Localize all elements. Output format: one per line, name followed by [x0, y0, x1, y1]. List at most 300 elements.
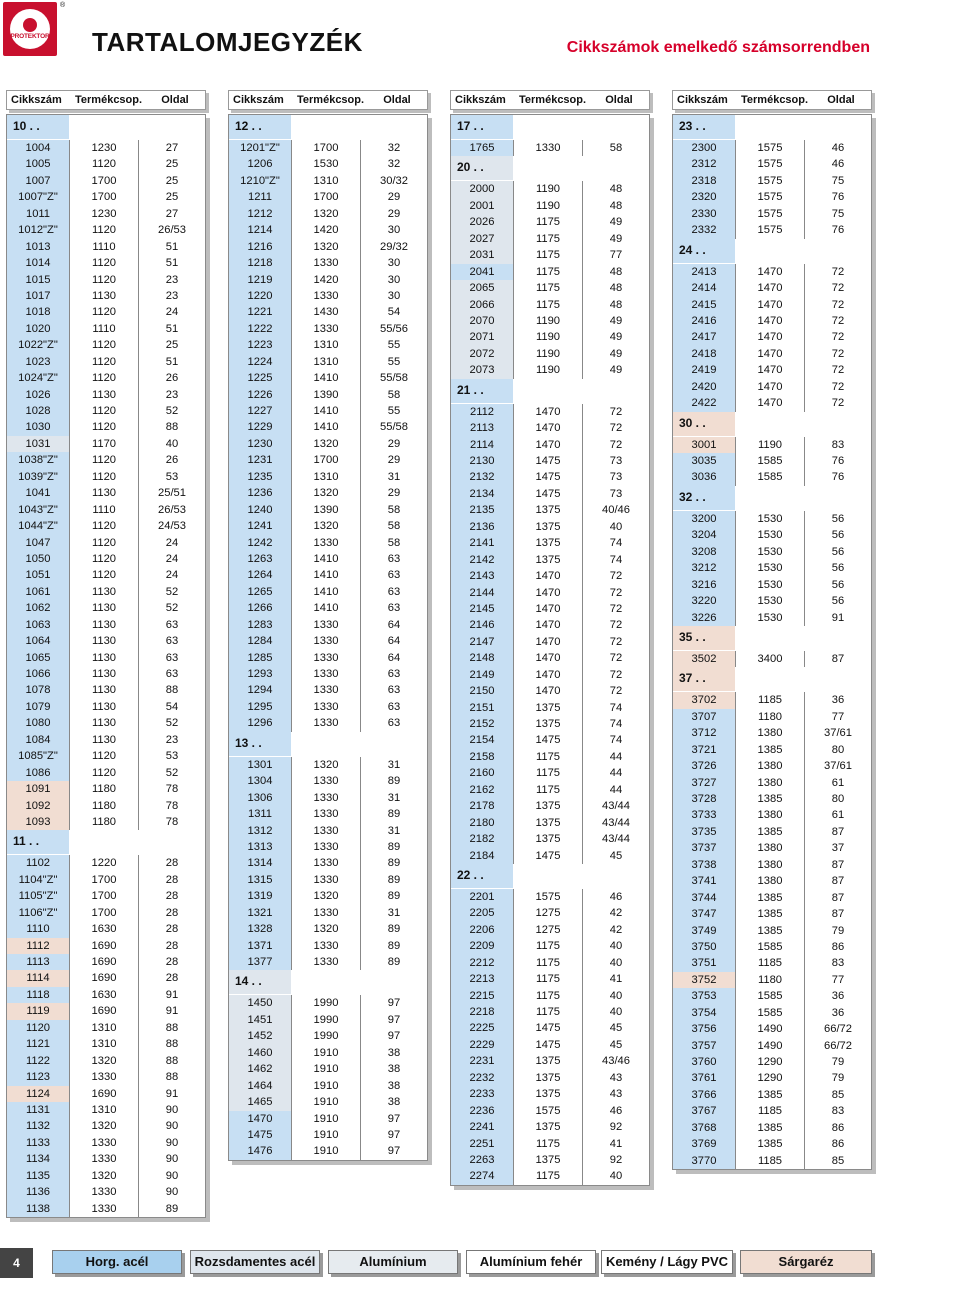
table-row [673, 222, 871, 238]
table-row [229, 699, 427, 715]
table-row [451, 214, 649, 230]
product-group: 1470 [514, 404, 583, 420]
legend-item: Alumínium [328, 1250, 458, 1274]
table-row [7, 682, 205, 698]
item-code: 2148 [451, 650, 514, 666]
item-code: 1118 [7, 987, 70, 1003]
item-code: 1119 [7, 1003, 70, 1019]
item-code: 1296 [229, 715, 292, 731]
product-group: 1120 [70, 748, 139, 764]
group-heading [7, 115, 205, 140]
page-ref: 43 [609, 1088, 623, 1101]
page-ref: 40 [609, 520, 623, 533]
header-c1: Cikkszám [677, 94, 728, 106]
item-code: 1044"Z" [7, 518, 70, 534]
table-row [673, 140, 871, 156]
product-group: 1330 [292, 699, 361, 715]
table-row [7, 502, 205, 518]
table-row [7, 650, 205, 666]
product-group: 1700 [70, 888, 139, 904]
product-group: 1330 [292, 790, 361, 806]
product-group: 1330 [292, 682, 361, 698]
page-ref: 63 [387, 552, 401, 565]
page-ref: 63 [387, 684, 401, 697]
product-group: 1385 [736, 742, 805, 758]
product-group: 1320 [292, 485, 361, 501]
table-row [451, 700, 649, 716]
product-group: 1470 [514, 683, 583, 699]
table-row [451, 329, 649, 345]
page-ref: 89 [387, 808, 401, 821]
item-code: 2422 [673, 395, 736, 411]
page-ref: 58 [609, 142, 623, 154]
item-code: 3747 [673, 906, 736, 922]
table-row [451, 1086, 649, 1102]
table-row [7, 535, 205, 551]
table-row [451, 362, 649, 378]
item-code: 1231 [229, 452, 292, 468]
item-code: 1294 [229, 682, 292, 698]
page-ref: 44 [609, 767, 623, 780]
page-ref: 83 [831, 957, 845, 970]
table-row [229, 222, 427, 238]
product-group: 1120 [70, 337, 139, 353]
item-code: 2144 [451, 585, 514, 601]
group-heading [229, 115, 427, 140]
item-code: 2158 [451, 749, 514, 765]
item-code: 2419 [673, 362, 736, 378]
page-ref: 49 [609, 364, 623, 377]
page-ref: 74 [609, 701, 623, 714]
item-code: 3726 [673, 758, 736, 774]
product-group: 1380 [736, 758, 805, 774]
table-row [451, 905, 649, 921]
product-group: 1320 [292, 239, 361, 255]
product-group: 1470 [514, 617, 583, 633]
page-ref: 85 [831, 1154, 845, 1167]
item-code: 2178 [451, 798, 514, 814]
product-group: 1190 [514, 346, 583, 362]
product-group: 3400 [736, 651, 805, 667]
page-ref: 25 [165, 158, 179, 171]
page-ref: 87 [831, 858, 845, 871]
page-ref: 74 [609, 537, 623, 550]
product-group: 1175 [514, 765, 583, 781]
product-group: 1385 [736, 1120, 805, 1136]
page-ref: 56 [831, 595, 845, 608]
item-code: 1284 [229, 633, 292, 649]
table-row [673, 1136, 871, 1152]
item-code: 1024"Z" [7, 370, 70, 386]
table-row [673, 725, 871, 741]
page-ref: 64 [387, 618, 401, 631]
item-code: 1265 [229, 584, 292, 600]
table-row [451, 683, 649, 699]
table-row [7, 1135, 205, 1151]
product-group: 1530 [736, 593, 805, 609]
page-ref: 87 [831, 908, 845, 921]
item-code: 3502 [673, 651, 736, 667]
table-row [7, 206, 205, 222]
page-ref: 78 [165, 799, 179, 812]
table-row [229, 452, 427, 468]
page-ref: 89 [387, 840, 401, 853]
product-group: 1120 [70, 469, 139, 485]
item-code: 2251 [451, 1136, 514, 1152]
page-ref: 52 [165, 717, 179, 730]
group-label: 35 . . [673, 626, 735, 650]
product-group: 1475 [514, 848, 583, 864]
page-ref: 72 [609, 405, 623, 418]
item-code: 1263 [229, 551, 292, 567]
page-ref: 53 [165, 750, 179, 763]
table-row [673, 1087, 871, 1103]
page-ref: 92 [609, 1153, 623, 1166]
page-ref: 66/72 [824, 1039, 852, 1052]
table-row [229, 773, 427, 789]
table-row [7, 617, 205, 633]
page-ref: 56 [831, 578, 845, 591]
page-number: 4 [0, 1248, 33, 1278]
item-code: 1080 [7, 715, 70, 731]
page-ref: 25 [165, 174, 179, 187]
item-code: 1038"Z" [7, 452, 70, 468]
item-code: 3702 [673, 692, 736, 708]
table-row [451, 716, 649, 732]
item-code: 2312 [673, 156, 736, 172]
item-code: 2130 [451, 453, 514, 469]
table-row [7, 485, 205, 501]
table-row [229, 954, 427, 970]
page-ref: 89 [387, 775, 401, 788]
page-ref: 30/32 [380, 174, 408, 187]
page-ref: 73 [609, 471, 623, 484]
product-group: 1690 [70, 938, 139, 954]
table-row [673, 1021, 871, 1037]
item-code: 2136 [451, 519, 514, 535]
item-code: 1221 [229, 304, 292, 320]
item-code: 3756 [673, 1021, 736, 1037]
page-ref: 76 [831, 224, 845, 237]
item-code: 2070 [451, 313, 514, 329]
product-group: 1380 [736, 873, 805, 889]
item-code: 2320 [673, 189, 736, 205]
table-row [673, 972, 871, 988]
product-group: 1320 [292, 436, 361, 452]
table-row [673, 189, 871, 205]
item-code: 1315 [229, 872, 292, 888]
page-ref: 36 [831, 1006, 845, 1019]
item-code: 1039"Z" [7, 469, 70, 485]
page-ref: 88 [165, 1038, 179, 1051]
item-code: 3216 [673, 577, 736, 593]
item-code: 2146 [451, 617, 514, 633]
page-ref: 86 [831, 1138, 845, 1151]
item-code: 1079 [7, 699, 70, 715]
product-group: 1175 [514, 988, 583, 1004]
table-row [7, 321, 205, 337]
table-row [229, 995, 427, 1011]
product-group: 1380 [736, 857, 805, 873]
product-group: 1410 [292, 567, 361, 583]
product-group: 1690 [70, 1003, 139, 1019]
column-header [6, 90, 206, 110]
product-group: 1230 [70, 140, 139, 156]
page-ref: 44 [609, 750, 623, 763]
item-code: 2071 [451, 329, 514, 345]
page-ref: 40 [609, 940, 623, 953]
page-ref: 23 [165, 388, 179, 401]
table-row [451, 617, 649, 633]
page-ref: 88 [165, 1021, 179, 1034]
item-code: 3744 [673, 890, 736, 906]
table-row [451, 313, 649, 329]
product-group: 1275 [514, 905, 583, 921]
page-ref: 49 [609, 314, 623, 327]
page-ref: 51 [165, 355, 179, 368]
page-ref: 72 [609, 619, 623, 632]
table-row [451, 404, 649, 420]
item-code: 2152 [451, 716, 514, 732]
page-ref: 23 [165, 273, 179, 286]
table-row [7, 1086, 205, 1102]
item-code: 1301 [229, 757, 292, 773]
table-row [673, 742, 871, 758]
column-header [672, 90, 872, 110]
item-code: 3769 [673, 1136, 736, 1152]
table-row [229, 1061, 427, 1077]
group-label: 14 . . [229, 970, 291, 994]
table-row [229, 469, 427, 485]
product-group: 1630 [70, 987, 139, 1003]
product-group: 1130 [70, 633, 139, 649]
page-ref: 31 [387, 906, 401, 919]
item-code: 1214 [229, 222, 292, 238]
item-code: 2073 [451, 362, 514, 378]
page-ref: 28 [165, 939, 179, 952]
product-group: 1375 [514, 700, 583, 716]
table-row [451, 1004, 649, 1020]
product-group: 1330 [292, 321, 361, 337]
table-row [673, 939, 871, 955]
product-group: 1175 [514, 955, 583, 971]
table-row [7, 518, 205, 534]
item-code: 1015 [7, 272, 70, 288]
product-group: 1330 [292, 872, 361, 888]
product-group: 1385 [736, 1087, 805, 1103]
item-code: 3752 [673, 972, 736, 988]
page-ref: 37/61 [824, 727, 852, 740]
table-row [7, 173, 205, 189]
item-code: 1321 [229, 905, 292, 921]
product-group: 1910 [292, 1045, 361, 1061]
table-row [229, 304, 427, 320]
product-group: 1430 [292, 304, 361, 320]
product-group: 1120 [70, 255, 139, 271]
page-ref: 77 [609, 249, 623, 262]
item-code: 2182 [451, 831, 514, 847]
item-code: 2141 [451, 535, 514, 551]
page-ref: 79 [831, 1056, 845, 1068]
page-ref: 66/72 [824, 1023, 852, 1036]
product-group: 1320 [292, 757, 361, 773]
product-group: 1385 [736, 791, 805, 807]
item-code: 3035 [673, 453, 736, 469]
group-label: 37 . . [673, 667, 735, 691]
product-group: 1470 [514, 437, 583, 453]
product-group: 1175 [514, 231, 583, 247]
page-ref: 79 [831, 924, 845, 937]
product-group: 1310 [292, 337, 361, 353]
product-group: 1375 [514, 716, 583, 732]
page-ref: 43/44 [602, 800, 630, 813]
page-ref: 51 [165, 322, 179, 335]
table-row [229, 370, 427, 386]
item-code: 1210"Z" [229, 173, 292, 189]
product-group: 1530 [292, 156, 361, 172]
item-code: 1224 [229, 354, 292, 370]
table-row [229, 551, 427, 567]
product-group: 1120 [70, 354, 139, 370]
table-row [673, 577, 871, 593]
table-row [229, 387, 427, 403]
group-heading [673, 115, 871, 140]
item-code: 1121 [7, 1036, 70, 1052]
product-group: 1220 [70, 855, 139, 871]
table-row [229, 1045, 427, 1061]
table-row [229, 485, 427, 501]
product-group: 1180 [70, 798, 139, 814]
table-row [7, 888, 205, 904]
page-ref: 86 [831, 940, 845, 953]
product-group: 1470 [736, 379, 805, 395]
item-code: 2263 [451, 1152, 514, 1168]
table-row [229, 436, 427, 452]
product-group: 1320 [70, 1168, 139, 1184]
table-row [451, 198, 649, 214]
item-code: 1451 [229, 1012, 292, 1028]
page-ref: 24 [165, 536, 179, 549]
product-group: 1690 [70, 1086, 139, 1102]
page-ref: 48 [609, 282, 623, 295]
product-group: 1120 [70, 419, 139, 435]
product-group: 1175 [514, 297, 583, 313]
page-ref: 52 [165, 405, 179, 417]
table-row [229, 419, 427, 435]
product-group: 1375 [514, 519, 583, 535]
product-group: 1130 [70, 617, 139, 633]
page-ref: 24 [165, 569, 179, 582]
product-group: 1175 [514, 264, 583, 280]
product-group: 1310 [292, 469, 361, 485]
column-header [450, 90, 650, 110]
page-ref: 55/56 [380, 322, 408, 335]
item-code: 3001 [673, 437, 736, 453]
page-ref: 43/44 [602, 816, 630, 829]
product-group: 1120 [70, 452, 139, 468]
item-code: 3750 [673, 939, 736, 955]
item-code: 3733 [673, 807, 736, 823]
item-code: 1135 [7, 1168, 70, 1184]
group-heading [673, 667, 871, 692]
product-group: 1470 [514, 634, 583, 650]
item-code: 1220 [229, 288, 292, 304]
table-row [673, 560, 871, 576]
table-row [673, 362, 871, 378]
product-group: 1180 [70, 814, 139, 830]
page-ref: 53 [165, 470, 179, 483]
page-ref: 26/53 [158, 224, 186, 237]
product-group: 1910 [292, 1061, 361, 1077]
table-row [451, 280, 649, 296]
page-ref: 30 [387, 224, 401, 237]
table-row [673, 379, 871, 395]
item-code: 1020 [7, 321, 70, 337]
product-group: 1700 [70, 189, 139, 205]
registered-mark: ® [60, 2, 66, 9]
table-row [673, 469, 871, 485]
table-row [451, 815, 649, 831]
index-column [672, 90, 872, 1170]
item-code: 3735 [673, 824, 736, 840]
item-code: 1460 [229, 1045, 292, 1061]
page-ref: 72 [609, 422, 623, 435]
product-group: 1575 [514, 1103, 583, 1119]
product-group: 1575 [736, 173, 805, 189]
item-code: 1018 [7, 304, 70, 320]
group-heading [451, 864, 649, 889]
table-row [451, 231, 649, 247]
item-code: 2114 [451, 437, 514, 453]
item-code: 1452 [229, 1028, 292, 1044]
table-row [229, 757, 427, 773]
header-c3: Oldal [161, 94, 189, 106]
product-group: 1175 [514, 938, 583, 954]
page-ref: 29 [387, 487, 401, 500]
item-code: 3204 [673, 527, 736, 543]
table-row [7, 872, 205, 888]
page-ref: 89 [387, 873, 401, 886]
page-ref: 63 [387, 585, 401, 598]
page-ref: 90 [165, 1186, 179, 1199]
product-group: 1375 [514, 1119, 583, 1135]
page-ref: 78 [165, 783, 179, 796]
page-ref: 55/58 [380, 421, 408, 434]
page-ref: 49 [609, 331, 623, 344]
product-group: 1175 [514, 214, 583, 230]
product-group: 1190 [514, 362, 583, 378]
table-row [673, 775, 871, 791]
page-ref: 88 [165, 684, 179, 697]
product-group: 1130 [70, 485, 139, 501]
item-code: 2180 [451, 815, 514, 831]
product-group: 1375 [514, 535, 583, 551]
page-ref: 30 [387, 257, 401, 270]
table-row [451, 831, 649, 847]
item-code: 1131 [7, 1102, 70, 1118]
page-ref: 46 [831, 158, 845, 171]
table-row [451, 765, 649, 781]
item-code: 1226 [229, 387, 292, 403]
product-group: 1380 [736, 807, 805, 823]
product-group: 1320 [292, 888, 361, 904]
product-group: 1310 [70, 1020, 139, 1036]
index-column [228, 90, 428, 1161]
item-code: 1475 [229, 1127, 292, 1143]
table-body [450, 114, 650, 1186]
product-group: 1120 [70, 156, 139, 172]
page-ref: 30 [387, 289, 401, 302]
